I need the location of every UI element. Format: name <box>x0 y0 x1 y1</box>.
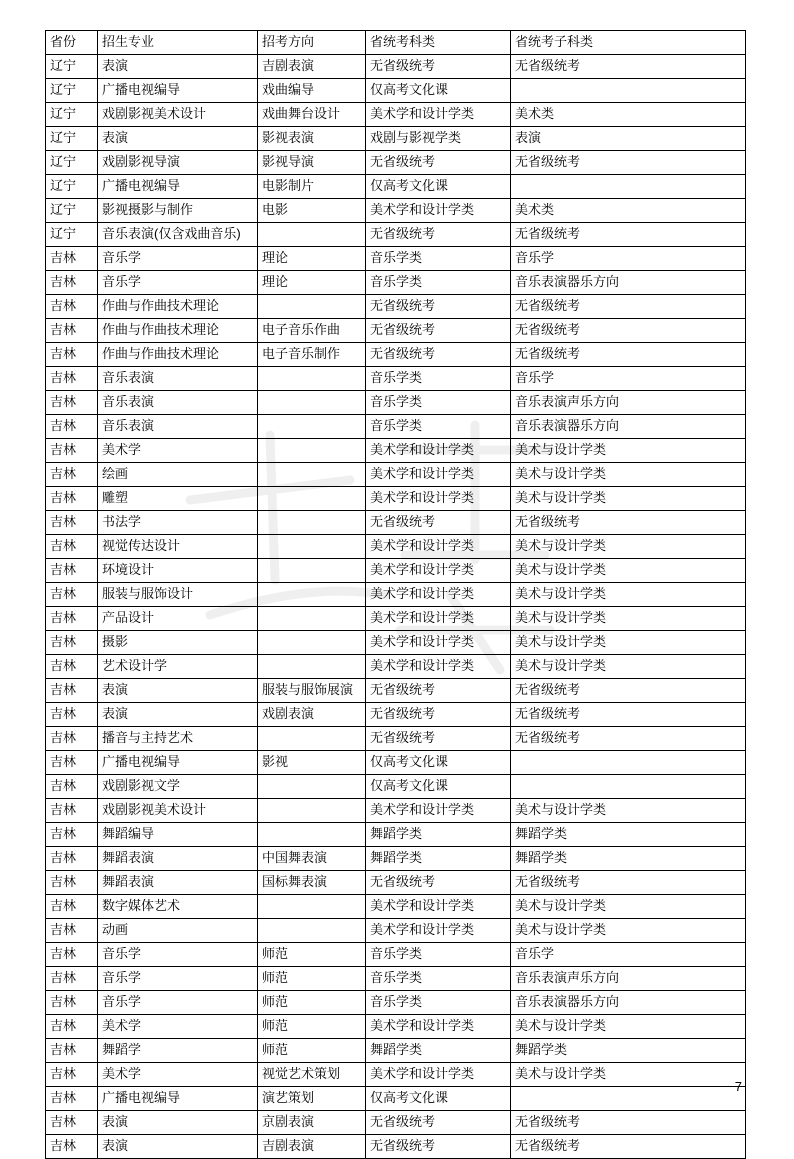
cell-major: 雕塑 <box>98 487 258 511</box>
cell-province: 辽宁 <box>46 55 98 79</box>
cell-province: 吉林 <box>46 847 98 871</box>
cell-exam-subcategory: 无省级统考 <box>511 1111 746 1135</box>
cell-exam-subcategory: 美术类 <box>511 199 746 223</box>
cell-province: 吉林 <box>46 1087 98 1111</box>
table-row <box>46 367 746 391</box>
cell-major: 影视摄影与制作 <box>98 199 258 223</box>
cell-exam-subcategory: 舞蹈学类 <box>511 847 746 871</box>
cell-province: 辽宁 <box>46 151 98 175</box>
cell-direction <box>258 583 366 607</box>
cell-major: 广播电视编导 <box>98 751 258 775</box>
cell-exam-category: 无省级统考 <box>366 1135 511 1159</box>
cell-direction: 理论 <box>258 247 366 271</box>
table-row <box>46 55 746 79</box>
cell-direction: 师范 <box>258 991 366 1015</box>
cell-major: 表演 <box>98 679 258 703</box>
cell-exam-category: 美术学和设计学类 <box>366 631 511 655</box>
cell-direction: 电影 <box>258 199 366 223</box>
cell-major: 音乐表演(仅含戏曲音乐) <box>98 223 258 247</box>
cell-direction: 戏剧表演 <box>258 703 366 727</box>
table-row <box>46 967 746 991</box>
cell-exam-category: 仅高考文化课 <box>366 775 511 799</box>
cell-exam-subcategory: 音乐表演器乐方向 <box>511 991 746 1015</box>
table-row <box>46 511 746 535</box>
cell-exam-subcategory <box>511 79 746 103</box>
cell-direction: 演艺策划 <box>258 1087 366 1111</box>
cell-direction <box>258 919 366 943</box>
cell-exam-category: 仅高考文化课 <box>366 1087 511 1111</box>
cell-exam-subcategory <box>511 1087 746 1111</box>
cell-exam-category: 美术学和设计学类 <box>366 487 511 511</box>
cell-exam-category: 美术学和设计学类 <box>366 439 511 463</box>
cell-province: 吉林 <box>46 343 98 367</box>
cell-direction: 中国舞表演 <box>258 847 366 871</box>
cell-direction: 服装与服饰展演 <box>258 679 366 703</box>
cell-province: 吉林 <box>46 511 98 535</box>
cell-exam-subcategory: 音乐表演声乐方向 <box>511 967 746 991</box>
cell-exam-subcategory: 美术与设计学类 <box>511 463 746 487</box>
cell-direction <box>258 823 366 847</box>
cell-exam-subcategory: 无省级统考 <box>511 511 746 535</box>
cell-major: 舞蹈学 <box>98 1039 258 1063</box>
cell-exam-category: 舞蹈学类 <box>366 1039 511 1063</box>
table-row <box>46 175 746 199</box>
cell-major: 舞蹈编导 <box>98 823 258 847</box>
table-row <box>46 1063 746 1087</box>
cell-direction: 京剧表演 <box>258 1111 366 1135</box>
cell-major: 舞蹈表演 <box>98 847 258 871</box>
table-row <box>46 247 746 271</box>
cell-direction: 吉剧表演 <box>258 55 366 79</box>
cell-direction <box>258 895 366 919</box>
cell-direction <box>258 607 366 631</box>
cell-direction <box>258 511 366 535</box>
cell-province: 吉林 <box>46 439 98 463</box>
cell-exam-category: 无省级统考 <box>366 151 511 175</box>
cell-exam-category: 仅高考文化课 <box>366 79 511 103</box>
table-row <box>46 607 746 631</box>
cell-province: 吉林 <box>46 799 98 823</box>
cell-exam-subcategory: 音乐学 <box>511 247 746 271</box>
cell-direction <box>258 391 366 415</box>
table-row <box>46 799 746 823</box>
cell-province: 吉林 <box>46 631 98 655</box>
cell-exam-category: 音乐学类 <box>366 967 511 991</box>
cell-exam-category: 无省级统考 <box>366 319 511 343</box>
cell-province: 吉林 <box>46 583 98 607</box>
cell-direction <box>258 559 366 583</box>
cell-direction: 戏曲舞台设计 <box>258 103 366 127</box>
table-row <box>46 31 746 55</box>
cell-major: 美术学 <box>98 439 258 463</box>
cell-major: 表演 <box>98 1111 258 1135</box>
table-row <box>46 583 746 607</box>
table-row <box>46 943 746 967</box>
cell-exam-category: 音乐学类 <box>366 367 511 391</box>
table-row <box>46 343 746 367</box>
cell-major: 音乐学 <box>98 247 258 271</box>
cell-direction: 理论 <box>258 271 366 295</box>
cell-province: 吉林 <box>46 655 98 679</box>
cell-province: 吉林 <box>46 247 98 271</box>
cell-exam-subcategory: 舞蹈学类 <box>511 1039 746 1063</box>
table-row <box>46 775 746 799</box>
table-row <box>46 223 746 247</box>
cell-exam-category: 美术学和设计学类 <box>366 559 511 583</box>
cell-exam-subcategory: 无省级统考 <box>511 55 746 79</box>
cell-major: 广播电视编导 <box>98 79 258 103</box>
table-row <box>46 871 746 895</box>
cell-major: 表演 <box>98 703 258 727</box>
cell-exam-category: 音乐学类 <box>366 247 511 271</box>
cell-exam-subcategory: 无省级统考 <box>511 223 746 247</box>
cell-exam-category: 美术学和设计学类 <box>366 199 511 223</box>
cell-major: 绘画 <box>98 463 258 487</box>
cell-exam-subcategory: 无省级统考 <box>511 871 746 895</box>
cell-province: 吉林 <box>46 607 98 631</box>
table-row <box>46 991 746 1015</box>
cell-province: 吉林 <box>46 535 98 559</box>
cell-direction: 国标舞表演 <box>258 871 366 895</box>
cell-exam-subcategory: 美术与设计学类 <box>511 607 746 631</box>
cell-direction: 电影制片 <box>258 175 366 199</box>
cell-exam-subcategory: 美术与设计学类 <box>511 895 746 919</box>
cell-province: 辽宁 <box>46 175 98 199</box>
cell-direction <box>258 775 366 799</box>
cell-direction: 影视表演 <box>258 127 366 151</box>
table-row <box>46 1039 746 1063</box>
cell-direction <box>258 727 366 751</box>
cell-major: 艺术设计学 <box>98 655 258 679</box>
cell-direction: 电子音乐作曲 <box>258 319 366 343</box>
cell-exam-category: 美术学和设计学类 <box>366 583 511 607</box>
cell-exam-category: 无省级统考 <box>366 295 511 319</box>
table-row <box>46 487 746 511</box>
table-row <box>46 295 746 319</box>
table-row <box>46 1087 746 1111</box>
cell-exam-subcategory: 无省级统考 <box>511 703 746 727</box>
cell-exam-category: 美术学和设计学类 <box>366 1063 511 1087</box>
cell-province: 吉林 <box>46 1063 98 1087</box>
cell-major: 美术学 <box>98 1015 258 1039</box>
cell-direction <box>258 463 366 487</box>
cell-exam-subcategory: 美术与设计学类 <box>511 1063 746 1087</box>
table-row <box>46 1111 746 1135</box>
cell-major: 音乐学 <box>98 271 258 295</box>
cell-major: 音乐表演 <box>98 415 258 439</box>
cell-province: 吉林 <box>46 895 98 919</box>
cell-province: 辽宁 <box>46 79 98 103</box>
cell-exam-subcategory: 无省级统考 <box>511 151 746 175</box>
cell-exam-category: 美术学和设计学类 <box>366 655 511 679</box>
cell-province: 吉林 <box>46 751 98 775</box>
cell-exam-subcategory: 美术与设计学类 <box>511 799 746 823</box>
table-row <box>46 727 746 751</box>
table-row <box>46 103 746 127</box>
cell-direction <box>258 655 366 679</box>
table-row <box>46 823 746 847</box>
cell-major: 戏剧影视美术设计 <box>98 103 258 127</box>
cell-exam-category: 音乐学类 <box>366 391 511 415</box>
cell-exam-subcategory <box>511 775 746 799</box>
cell-direction: 招考方向 <box>258 31 366 55</box>
cell-major: 广播电视编导 <box>98 1087 258 1111</box>
cell-exam-category: 美术学和设计学类 <box>366 1015 511 1039</box>
cell-province: 吉林 <box>46 727 98 751</box>
cell-major: 音乐表演 <box>98 367 258 391</box>
cell-exam-category: 美术学和设计学类 <box>366 103 511 127</box>
table-row <box>46 751 746 775</box>
cell-province: 吉林 <box>46 319 98 343</box>
cell-major: 美术学 <box>98 1063 258 1087</box>
cell-province: 吉林 <box>46 919 98 943</box>
cell-exam-category: 无省级统考 <box>366 727 511 751</box>
cell-province: 吉林 <box>46 823 98 847</box>
cell-exam-subcategory: 美术与设计学类 <box>511 1015 746 1039</box>
cell-exam-category: 无省级统考 <box>366 55 511 79</box>
cell-direction <box>258 439 366 463</box>
cell-direction <box>258 223 366 247</box>
cell-exam-category: 音乐学类 <box>366 271 511 295</box>
cell-direction: 影视 <box>258 751 366 775</box>
cell-exam-category: 美术学和设计学类 <box>366 463 511 487</box>
cell-major: 数字媒体艺术 <box>98 895 258 919</box>
cell-exam-category: 无省级统考 <box>366 343 511 367</box>
cell-exam-category: 舞蹈学类 <box>366 823 511 847</box>
cell-direction: 视觉艺术策划 <box>258 1063 366 1087</box>
cell-major: 产品设计 <box>98 607 258 631</box>
cell-province: 吉林 <box>46 1135 98 1159</box>
cell-exam-category: 美术学和设计学类 <box>366 607 511 631</box>
table-row <box>46 271 746 295</box>
cell-exam-subcategory: 美术与设计学类 <box>511 535 746 559</box>
cell-exam-category: 音乐学类 <box>366 943 511 967</box>
table-row <box>46 439 746 463</box>
cell-direction: 师范 <box>258 1039 366 1063</box>
cell-exam-subcategory <box>511 751 746 775</box>
table-row <box>46 1015 746 1039</box>
cell-direction <box>258 535 366 559</box>
table-body <box>46 31 746 1159</box>
table-row <box>46 199 746 223</box>
cell-exam-subcategory: 美术与设计学类 <box>511 631 746 655</box>
cell-province: 吉林 <box>46 967 98 991</box>
cell-province: 省份 <box>46 31 98 55</box>
cell-major: 舞蹈表演 <box>98 871 258 895</box>
cell-exam-category: 无省级统考 <box>366 703 511 727</box>
cell-major: 作曲与作曲技术理论 <box>98 319 258 343</box>
cell-exam-subcategory: 无省级统考 <box>511 679 746 703</box>
cell-exam-subcategory: 舞蹈学类 <box>511 823 746 847</box>
cell-exam-subcategory: 省统考子科类 <box>511 31 746 55</box>
cell-direction <box>258 799 366 823</box>
cell-exam-category: 仅高考文化课 <box>366 175 511 199</box>
cell-direction <box>258 487 366 511</box>
table-row <box>46 1135 746 1159</box>
table-row <box>46 895 746 919</box>
cell-major: 音乐学 <box>98 967 258 991</box>
table-row <box>46 151 746 175</box>
cell-major: 播音与主持艺术 <box>98 727 258 751</box>
table-row <box>46 847 746 871</box>
table-row <box>46 463 746 487</box>
cell-exam-subcategory: 无省级统考 <box>511 295 746 319</box>
cell-major: 环境设计 <box>98 559 258 583</box>
cell-direction <box>258 295 366 319</box>
cell-exam-subcategory: 美术与设计学类 <box>511 559 746 583</box>
cell-province: 辽宁 <box>46 103 98 127</box>
cell-exam-subcategory: 表演 <box>511 127 746 151</box>
cell-major: 音乐学 <box>98 991 258 1015</box>
cell-exam-subcategory: 美术与设计学类 <box>511 919 746 943</box>
cell-exam-subcategory: 音乐学 <box>511 943 746 967</box>
cell-exam-subcategory: 音乐表演声乐方向 <box>511 391 746 415</box>
cell-exam-category: 美术学和设计学类 <box>366 535 511 559</box>
cell-direction <box>258 367 366 391</box>
cell-province: 吉林 <box>46 871 98 895</box>
cell-direction <box>258 631 366 655</box>
admission-majors-table <box>45 30 746 1159</box>
cell-exam-category: 无省级统考 <box>366 1111 511 1135</box>
cell-province: 吉林 <box>46 679 98 703</box>
cell-exam-category: 无省级统考 <box>366 511 511 535</box>
cell-major: 广播电视编导 <box>98 175 258 199</box>
cell-province: 吉林 <box>46 295 98 319</box>
cell-province: 辽宁 <box>46 127 98 151</box>
cell-province: 吉林 <box>46 1015 98 1039</box>
cell-exam-category: 舞蹈学类 <box>366 847 511 871</box>
cell-province: 辽宁 <box>46 199 98 223</box>
cell-major: 戏剧影视美术设计 <box>98 799 258 823</box>
table-row <box>46 559 746 583</box>
cell-province: 吉林 <box>46 415 98 439</box>
cell-province: 吉林 <box>46 559 98 583</box>
table-row <box>46 703 746 727</box>
cell-province: 吉林 <box>46 463 98 487</box>
cell-exam-subcategory: 美术类 <box>511 103 746 127</box>
cell-major: 表演 <box>98 1135 258 1159</box>
cell-exam-subcategory: 美术与设计学类 <box>511 439 746 463</box>
cell-province: 吉林 <box>46 991 98 1015</box>
cell-exam-category: 美术学和设计学类 <box>366 799 511 823</box>
cell-direction <box>258 415 366 439</box>
cell-major: 服装与服饰设计 <box>98 583 258 607</box>
table-row <box>46 391 746 415</box>
cell-exam-subcategory: 音乐表演器乐方向 <box>511 271 746 295</box>
table-row <box>46 535 746 559</box>
table-row <box>46 679 746 703</box>
table-row <box>46 79 746 103</box>
cell-direction: 师范 <box>258 943 366 967</box>
cell-province: 吉林 <box>46 775 98 799</box>
page-number: 7 <box>734 1079 742 1094</box>
cell-direction: 师范 <box>258 1015 366 1039</box>
cell-exam-subcategory: 美术与设计学类 <box>511 655 746 679</box>
cell-exam-subcategory: 无省级统考 <box>511 319 746 343</box>
cell-direction: 师范 <box>258 967 366 991</box>
cell-major: 音乐学 <box>98 943 258 967</box>
table-row <box>46 631 746 655</box>
cell-major: 摄影 <box>98 631 258 655</box>
table-row <box>46 415 746 439</box>
table-row <box>46 319 746 343</box>
cell-exam-category: 戏剧与影视学类 <box>366 127 511 151</box>
cell-exam-subcategory: 音乐学 <box>511 367 746 391</box>
cell-major: 戏剧影视文学 <box>98 775 258 799</box>
cell-province: 吉林 <box>46 391 98 415</box>
cell-exam-subcategory: 音乐表演器乐方向 <box>511 415 746 439</box>
cell-direction: 戏曲编导 <box>258 79 366 103</box>
cell-province: 吉林 <box>46 271 98 295</box>
cell-exam-category: 无省级统考 <box>366 223 511 247</box>
cell-exam-category: 无省级统考 <box>366 871 511 895</box>
cell-major: 表演 <box>98 55 258 79</box>
cell-major: 书法学 <box>98 511 258 535</box>
table-row <box>46 127 746 151</box>
cell-province: 辽宁 <box>46 223 98 247</box>
cell-exam-subcategory: 无省级统考 <box>511 343 746 367</box>
table-row <box>46 919 746 943</box>
cell-province: 吉林 <box>46 1111 98 1135</box>
cell-major: 作曲与作曲技术理论 <box>98 343 258 367</box>
cell-direction: 吉剧表演 <box>258 1135 366 1159</box>
cell-major: 戏剧影视导演 <box>98 151 258 175</box>
cell-exam-category: 仅高考文化课 <box>366 751 511 775</box>
cell-major: 作曲与作曲技术理论 <box>98 295 258 319</box>
cell-exam-category: 音乐学类 <box>366 415 511 439</box>
cell-exam-category: 无省级统考 <box>366 679 511 703</box>
cell-major: 音乐表演 <box>98 391 258 415</box>
cell-major: 招生专业 <box>98 31 258 55</box>
cell-exam-subcategory: 无省级统考 <box>511 1135 746 1159</box>
cell-exam-subcategory <box>511 175 746 199</box>
cell-province: 吉林 <box>46 367 98 391</box>
cell-major: 视觉传达设计 <box>98 535 258 559</box>
cell-direction: 电子音乐制作 <box>258 343 366 367</box>
cell-exam-category: 美术学和设计学类 <box>366 919 511 943</box>
cell-exam-subcategory: 无省级统考 <box>511 727 746 751</box>
cell-province: 吉林 <box>46 1039 98 1063</box>
cell-province: 吉林 <box>46 943 98 967</box>
table-row <box>46 655 746 679</box>
cell-province: 吉林 <box>46 703 98 727</box>
cell-exam-subcategory: 美术与设计学类 <box>511 487 746 511</box>
cell-major: 动画 <box>98 919 258 943</box>
cell-exam-subcategory: 美术与设计学类 <box>511 583 746 607</box>
cell-exam-category: 美术学和设计学类 <box>366 895 511 919</box>
cell-exam-category: 省统考科类 <box>366 31 511 55</box>
cell-exam-category: 音乐学类 <box>366 991 511 1015</box>
cell-province: 吉林 <box>46 487 98 511</box>
cell-direction: 影视导演 <box>258 151 366 175</box>
cell-major: 表演 <box>98 127 258 151</box>
